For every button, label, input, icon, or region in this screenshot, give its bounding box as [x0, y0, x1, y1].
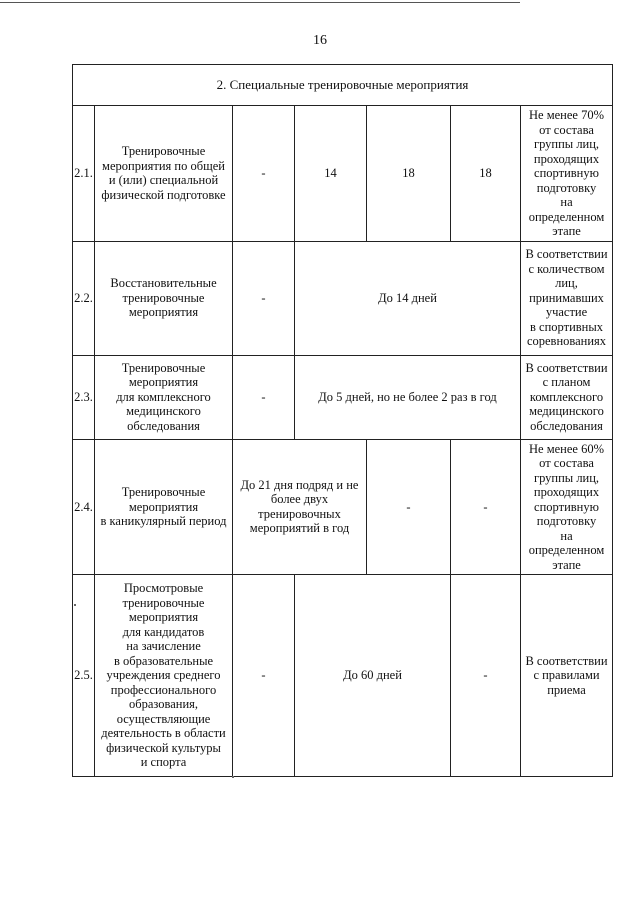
- value-cell: -: [233, 355, 295, 439]
- scan-speck: [74, 604, 76, 606]
- table-row: [73, 439, 613, 575]
- row-number: 2.1.: [73, 106, 95, 242]
- row-number: 2.3.: [73, 355, 95, 439]
- merged-duration: До 14 дней: [295, 241, 521, 355]
- row-number: 2.2.: [73, 241, 95, 355]
- section-header-row: [73, 65, 613, 106]
- activity-name: Тренировочные мероприятия по общей и (или) специальной физической подготовке: [95, 106, 233, 242]
- table-row: [73, 106, 613, 242]
- merged-duration: До 60 дней: [295, 575, 451, 777]
- value-cell: -: [367, 439, 451, 575]
- value-cell: -: [233, 575, 295, 777]
- scan-speck: [232, 776, 234, 778]
- participants-note: В соответствии с правилами приема: [521, 575, 613, 777]
- participants-note: Не менее 60% от состава группы лиц, проходящих спортивную подготовку на определенном этапе: [521, 439, 613, 575]
- activity-name: Тренировочные мероприятия в каникулярный период: [95, 439, 233, 575]
- table-row: [73, 575, 613, 777]
- value-cell: 18: [367, 106, 451, 242]
- page-number: 16: [313, 33, 327, 48]
- value-cell: -: [451, 575, 521, 777]
- value-cell: -: [451, 439, 521, 575]
- merged-duration: До 5 дней, но не более 2 раз в год: [295, 355, 521, 439]
- section-title: 2. Специальные тренировочные мероприятия: [73, 65, 613, 106]
- activity-name: Тренировочные мероприятия для комплексного медицинского обследования: [95, 355, 233, 439]
- activity-name: Восстановительные тренировочные мероприятия: [95, 241, 233, 355]
- value-cell: -: [233, 106, 295, 242]
- activity-name: Просмотровые тренировочные мероприятия для кандидатов на зачисление в образовательные учреждения среднего профессионального образования, осуществляющие деятельность в области физической культуры и спорта: [95, 575, 233, 777]
- top-rule: [0, 2, 520, 3]
- table-row: [73, 241, 613, 355]
- participants-note: В соответствии с количеством лиц, принимавших участие в спортивных соревнованиях: [521, 241, 613, 355]
- value-cell: -: [233, 241, 295, 355]
- value-cell: 14: [295, 106, 367, 242]
- training-table: [72, 64, 613, 777]
- value-cell: 18: [451, 106, 521, 242]
- row-number: 2.4.: [73, 439, 95, 575]
- merged-duration: До 21 дня подряд и не более двух тренировочных мероприятий в год: [233, 439, 367, 575]
- row-number: 2.5.: [73, 575, 95, 777]
- participants-note: Не менее 70% от состава группы лиц, проходящих спортивную подготовку на определенном этапе: [521, 106, 613, 242]
- participants-note: В соответствии с планом комплексного медицинского обследования: [521, 355, 613, 439]
- table-row: [73, 355, 613, 439]
